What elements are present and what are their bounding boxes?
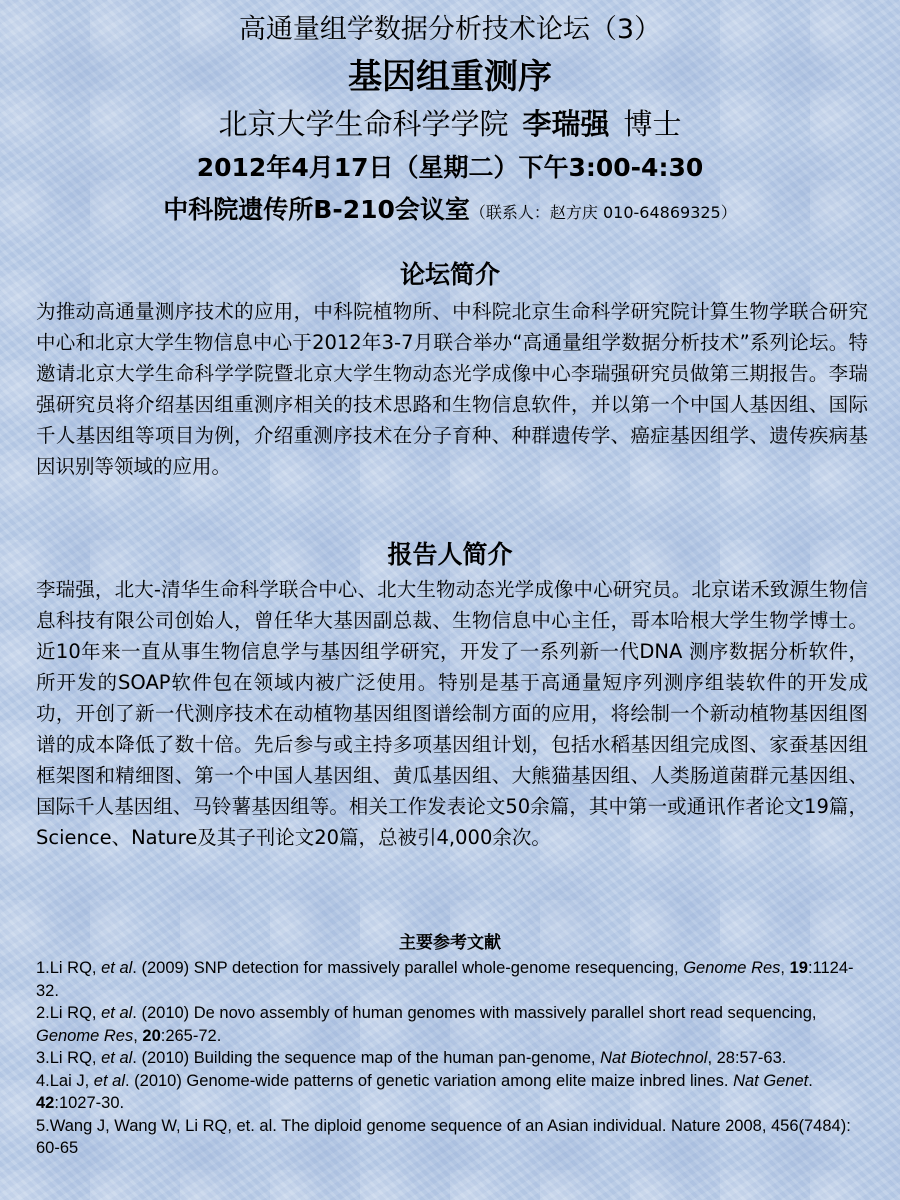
speaker-name: 李瑞强 (522, 107, 610, 141)
speaker-intro-heading: 报告人简介 (387, 540, 513, 569)
reference-item: 1.Li RQ, et al. (2009) SNP detection for massively parallel whole-genome resequencing, Genome Res, 19:1124-32. (36, 959, 854, 1000)
contact-info: （联系人：赵方庆 010-64869325） (469, 203, 737, 222)
venue-line (0, 192, 900, 231)
reference-item: 3.Li RQ, et al. (2010) Building the sequence map of the human pan-genome, Nat Biotechnol, 28:57-63. (36, 1049, 787, 1067)
series-title: 高通量组学数据分析技术论坛（3） (238, 14, 662, 45)
talk-title: 基因组重测序 (348, 57, 552, 97)
reference-item: 4.Lai J, et al. (2010) Genome-wide patterns of genetic variation among elite maize inbred lines. Nat Genet. 42:1027-30. (36, 1071, 813, 1112)
forum-intro-heading: 论坛简介 (399, 260, 500, 289)
speaker-intro-text: 李瑞强，北大-清华生命科学联合中心、北大生物动态光学成像中心研究员。北京诺禾致源生物信息科技有限公司创始人，曾任华大基因副总裁、生物信息中心主任，哥本哈根大学生物学博士。近10年来一直从事生物信息学与基因组学研究，开发了一系列新一代DNA 测序数据分析软件，所开发的SOAP软件包在领域内被广泛使用。特别是基于高通量短序列测序组装软件的开发成功，开创了新一代测序技术在动植物基因组图谱绘制方面的应用，将绘制一个新动植物基因组图谱的成本降低了数十倍。先后参与或主持多项基因组计划，包括水稻基因组完成图、家蚕基因组框架图和精细图、第一个中国人基因组、黄瓜基因组、大熊猫基因组、人类肠道菌群元基因组、国际千人基因组、马铃薯基因组等。相关工作发表论文50余篇，其中第一或通讯作者论文19篇，Science、Nature及其子刊论文20篇，总被引4,000余次。 (36, 578, 868, 849)
reference-item: 2.Li RQ, et al. (2010) De novo assembly of human genomes with massively parallel short read sequencing, Genome Res, 20:265-72. (36, 1004, 817, 1045)
forum-intro-text: 为推动高通量测序技术的应用，中科院植物所、中科院北京生命科学研究院计算生物学联合研究中心和北京大学生物信息中心于2012年3-7月联合举办“高通量组学数据分析技术”系列论坛。特邀请北京大学生命科学学院暨北京大学生物动态光学成像中心李瑞强研究员做第三期报告。李瑞强研究员将介绍基因组重测序相关的技术思路和生物信息软件，并以第一个中国人基因组、国际千人基因组等项目为例，介绍重测序技术在分子育种、种群遗传学、癌症基因组学、遗传疾病基因识别等领域的应用。 (36, 300, 868, 478)
speaker-title: 博士 (623, 107, 682, 141)
references-list (36, 957, 868, 1160)
reference-item: 5.Wang J, Wang W, Li RQ, et. al. The diploid genome sequence of an Asian individual. Nature 2008, 456(7484): 60-65 (36, 1116, 851, 1157)
speaker-affiliation: 北京大学生命科学学院 (218, 107, 509, 141)
event-datetime: 2012年4月17日（星期二）下午3:00-4:30 (196, 153, 704, 182)
venue-room: 中科院遗传所B-210会议室 (163, 195, 470, 224)
speaker-line (0, 104, 900, 144)
references-heading: 主要参考文献 (399, 933, 501, 953)
